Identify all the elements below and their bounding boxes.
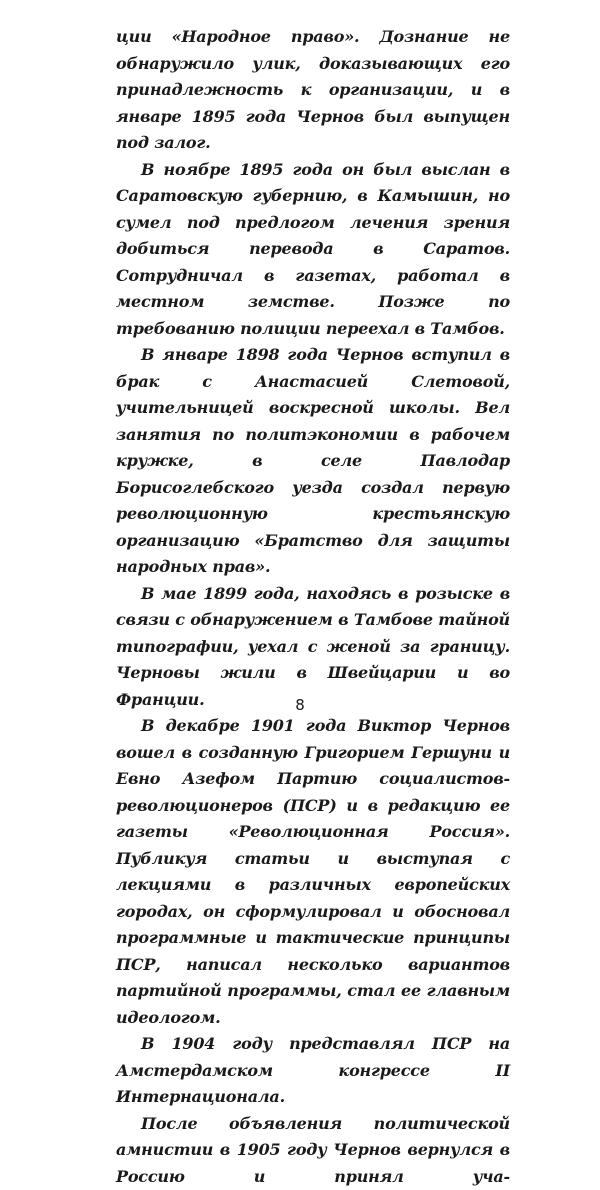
- paragraph-amsterdam-congress: В 1904 году представлял ПСР на Амстердамском конгрессе II Интернационала.: [116, 1031, 510, 1111]
- paragraph-continuation: ции «Народное право». Дознание не обнаружило улик, доказывающих его принадлежность к организации, и в январе 1895 года Чернов был выпущен под залог.: [116, 24, 510, 157]
- paragraph-amnesty-return: После объявления политической амнистии в 1905 году Чернов вернулся в Россию и принял уча-: [116, 1111, 510, 1190]
- paragraph-marriage: В январе 1898 года Чернов вступил в брак с Анастасией Слетовой, учительницей воскресной школы. Вел занятия по политэкономии в рабочем кружке, в селе Павлодар Борисоглебского уезда создал первую революционную крестьянскую организацию «Братство для защиты народных прав».: [116, 342, 510, 581]
- paragraph-exile-saratov: В ноябре 1895 года он был выслан в Саратовскую губернию, в Камышин, но сумел под предлогом лечения зрения добиться перевода в Саратов. Сотрудничал в газетах, работал в местном земстве. Позже по требованию полиции переехал в Тамбов.: [116, 157, 510, 343]
- page-number: 8: [0, 696, 600, 714]
- paragraph-psr-founding: В декабре 1901 года Виктор Чернов вошел в созданную Григорием Гершуни и Евно Азефом Партию социалистов-революционеров (ПСР) и в редакцию ее газеты «Революционная Россия». Публикуя статьи и выступая с лекциями в различных европейских городах, он сформулировал и обосновал программные и тактические принципы ПСР, написал несколько вариантов партийной программы, стал ее главным идеологом.: [116, 713, 510, 1031]
- page-body: [116, 24, 510, 1190]
- paragraph-emigration: В мае 1899 года, находясь в розыске в связи с обнаружением в Тамбове тайной типографии, уехал с женой за границу. Черновы жили в Швейцарии и во Франции.: [116, 581, 510, 714]
